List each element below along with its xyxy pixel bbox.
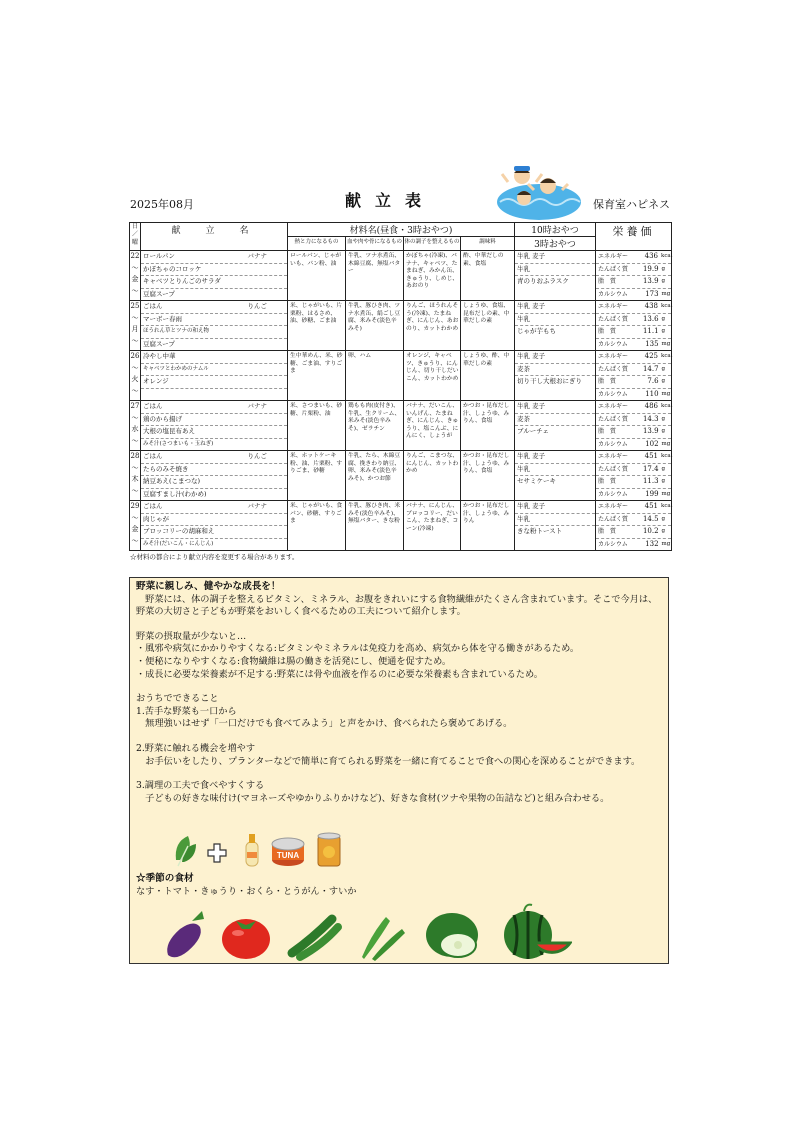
dish-line [141,439,287,451]
nutrition-value: 13.9 [642,277,659,285]
nutrition-unit: kcal [661,403,673,409]
dish-name: ほうれん草とツナの和え物 [143,328,210,334]
nutrition-value: 13.6 [642,314,659,323]
snack-line: きな粉トースト [517,527,563,535]
nutrition-value: 173 [645,289,659,298]
nutrition-value: 451 [644,502,658,510]
nutrition-label: エネルギー [598,253,629,260]
dish-name: ごはん [143,302,163,310]
day-cell [130,401,141,451]
day-label: 27 [130,402,140,410]
snack-line: セサミケーキ [517,477,556,485]
tip-heading: 1.苦手な野菜も一口から [136,705,237,717]
day-cell [130,451,141,501]
nutrition-unit: g [661,528,666,534]
ingredient-cell: バナナ、だいこん、いんげん、たまねぎ、にんじん、きゅうり、塩こんぶ、にんにく、しょうが [404,401,461,451]
day-label: 水 [131,425,139,433]
nutrition-cell [596,451,672,501]
lack-heading: 野菜の摂取量が少ないと… [136,630,247,642]
nutrition-value: 438 [644,302,658,310]
day-label: ～ [131,263,139,272]
nutrition-line [596,539,671,551]
dish-cell [141,251,288,301]
dish-line [141,489,287,501]
dish-cell [141,501,288,551]
protein-food-header: 血や肉や骨になるもの [346,237,404,251]
day-label: ～ [131,413,139,422]
snack-line: じゃが芋もち [517,327,556,335]
snack-cell [515,451,596,501]
nutrition-unit: mg [661,440,671,447]
nutrition-value: 10.2 [642,527,659,535]
snack-line: 牛乳 麦子 [515,451,595,464]
nutrition-label: 脂 質 [598,328,617,335]
nutrition-line [596,301,671,314]
snack-line: 切り干し大根おにぎり [517,377,582,385]
dish-line [141,414,287,427]
day-label: 金 [131,525,139,533]
tomato-icon [222,919,270,959]
day-label: 28 [130,452,140,460]
ingredient-cell: 米、ホットケーキ粉、油、片栗粉、すりごま、砂糖 [288,451,346,501]
nutrition-cell [596,251,672,301]
nutrition-value: 199 [645,489,659,498]
school-name: 保育室ハピネス [593,198,670,211]
ingredient-cell: 鶏もも肉(皮付き)、牛乳、生クリーム、米みそ(淡色辛みそ)、ゼラチン [346,401,404,451]
ingredient-cell: 牛乳、たら、木綿豆腐、挽きわり納豆、卵、米みそ(淡色辛みそ)、かつお節 [346,451,404,501]
tuna-can-icon [272,838,304,866]
nutrition-label: カルシウム [598,390,628,398]
day-label: ～ [131,536,139,545]
nutrition-value: 436 [644,252,658,260]
info-title: 野菜に親しみ、健やかな成長を！ [136,581,281,592]
snack-line: 青のりおふラスク [517,277,569,285]
ingredient-cell: オレンジ、キャベツ、きゅうり、にんじん、切り干しだいこん、カットわかめ [404,351,461,401]
snack-line: 牛乳 麦子 [515,351,595,364]
day-label: 金 [131,275,139,283]
okra-icon [362,917,405,961]
nutrition-label: 脂 質 [598,378,617,385]
menu-day-row [130,401,672,451]
dish-line [141,501,287,514]
snack-line: 麦茶 [515,414,595,427]
nutrition-unit: kcal [661,453,673,459]
ingredient-cell: かつお・昆布だし汁、しょうゆ、みりん、食塩 [461,401,515,451]
page-title: 献立表 [345,191,436,210]
dish-line [141,264,287,277]
nutrition-value: 19.9 [642,264,659,273]
day-label: ～ [131,363,139,372]
nutrition-value: 7.6 [647,377,659,385]
nutrition-value: 11.1 [642,327,659,335]
nutrition-cell [596,501,672,551]
nutrition-value: 17.4 [642,464,659,473]
eggplant-icon [167,911,204,957]
day-label: ～ [131,436,139,445]
watermelon-icon [504,905,570,959]
winter-melon-icon [426,913,478,957]
tip-body: 子どもの好きな味付け(マヨネーズやゆかりふりかけなど)、好きな食材(ツナや果物の缶詰など)と組み合わせる。 [136,792,610,804]
ingredient-cell: 牛乳、豚ひき肉、ツナ水煮缶、絹ごし豆腐、米みそ(淡色辛みそ) [346,301,404,351]
nutrition-cell [596,351,672,401]
info-intro: 野菜には、体の調子を整えるビタミン、ミネラル、お腹をきれいにする食物繊維がたくさん含まれています。そこで今月は、野菜の大切さと子どもが野菜をおいしく食べるための工夫について紹介します。 [136,593,658,618]
ingredient-cell: 酢、中華だしの素、食塩 [461,251,515,301]
dish-name: 豆腐スープ [143,339,175,348]
ingredient-cell: かぼちゃ(冷凍)、バナナ、キャベツ、たまねぎ、みかん缶、きゅうり、しめじ、あおのり [404,251,461,301]
ingredient-cell: 牛乳、ツナ水煮缶、木綿豆腐、無塩バター [346,251,404,301]
nutrition-line [596,389,671,401]
snack-cell [515,401,596,451]
dish-name: みそ汁(だいこん・にんじん) [143,540,214,547]
lack-item: ・成長に必要な栄養素が不足する:野菜には骨や血液を作るのに必要な栄養素も含まれているため。 [136,668,543,680]
snack-line: 麦茶 [515,364,595,377]
dish-line [141,276,287,289]
ingredient-cell: 牛乳、豚ひき肉、米みそ(淡色辛みそ)、無塩バター、きな粉 [346,501,404,551]
lack-item: ・便秘になりやすくなる:食物繊維は腸の働きを活発にし、便通を促すため。 [136,655,452,667]
nutrition-cell [596,301,672,351]
dish-name: 納豆あえ(こまつな) [143,477,201,485]
fruit-name: りんご [247,452,267,460]
nutrition-value: 425 [644,352,658,360]
day-label: 22 [130,252,140,260]
dish-line [141,351,287,364]
dish-line [141,464,287,477]
nutrition-label: カルシウム [598,440,628,448]
dish-name: 肉じゃが [143,514,169,523]
menu-day-row [130,251,672,301]
cucumber-icon [292,919,338,957]
lack-item: ・風邪や病気にかかりやすくなる:ビタミンやミネラルは免疫力を高め、病気から体を守る働きがあるため。 [136,643,580,655]
dish-name: 冷やし中華 [143,352,176,360]
day-label: ～ [131,336,139,345]
snack-line: 牛乳 [515,314,595,327]
dish-line [141,289,287,301]
snack-line: ブルーチェ [517,427,550,435]
plus-icon [208,844,226,862]
svg-text:TUNA: TUNA [276,851,300,860]
menu-day-row [130,501,672,551]
nutrition-line [596,514,671,527]
dish-name: かぼちゃのコロッケ [143,264,202,273]
nutrition-line [596,364,671,377]
nutrition-label: カルシウム [598,340,628,348]
dish-line [141,326,287,339]
nutrition-value: 13.9 [642,427,659,435]
dish-line [141,526,287,539]
nutrition-value: 102 [645,439,659,448]
nutrition-cell [596,401,672,451]
nutrition-label: エネルギー [598,453,629,460]
fruit-name: バナナ [247,252,267,260]
snack-cell [515,351,596,401]
dish-line [141,451,287,464]
nutrition-line [596,401,671,414]
nutrition-unit: g [661,465,666,472]
day-header: 日／曜 [130,223,141,251]
dish-name: 鶏のから揚げ [143,414,182,423]
nutrition-line [596,489,671,501]
ingredient-cell: 卵、ハム [346,351,404,401]
nutrition-label: エネルギー [598,303,629,310]
snack-cell [515,501,596,551]
nutrition-line [596,326,671,339]
dish-name: マーボー春雨 [143,314,182,323]
ingredient-cell: ロールパン、じゃがいも、パン粉、油 [288,251,346,301]
dish-line [141,539,287,551]
snack-line: 牛乳 麦子 [515,301,595,314]
snack-line: 牛乳 麦子 [515,401,595,414]
nutrition-unit: mg [661,490,671,497]
snack-line: 牛乳 麦子 [515,501,595,514]
nutrition-label: カルシウム [598,540,628,548]
nutrition-value: 451 [644,452,658,460]
dish-line [141,301,287,314]
nutrition-unit: g [661,315,666,322]
nutrition-unit: g [661,278,666,284]
day-cell [130,501,141,551]
dish-line [141,251,287,264]
dish-name: ロールパン [143,252,175,260]
nutrition-value: 11.3 [642,477,659,485]
day-label: 火 [131,375,139,383]
nutrition-line [596,376,671,389]
nutrition-label: たんぱく質 [598,515,629,523]
tip-body: 無理強いはせず「一口だけでも食べてみよう」と声をかけ、食べられたら褒めてあげる。 [136,718,513,730]
menu-month: 2025年08月 [130,198,194,211]
nutrition-line [596,276,671,289]
ingredient-cell: 生中華めん、米、砂糖、ごま油、すりごま [288,351,346,401]
snack-line: 牛乳 [515,264,595,277]
ingredient-cell: しょうゆ、酢、中華だしの素 [461,351,515,401]
snack-cell [515,251,596,301]
ingredient-cell: 米、じゃがいも、片栗粉、はるさめ、油、砂糖、ごま油 [288,301,346,351]
nutrition-unit: mg [661,540,671,547]
nutrition-label: たんぱく質 [598,465,629,473]
dish-line [141,514,287,527]
menu-change-note: ☆材料の都合により献立内容を変更する場合があります。 [130,553,299,561]
nutrition-line [596,476,671,489]
nutrition-value: 14.3 [642,414,659,423]
dish-line [141,389,287,401]
day-label: ～ [131,463,139,472]
dish-cell [141,301,288,351]
dish-name: ごはん [143,502,163,510]
ingredient-cell: りんご、こまつな、にんじん、カットわかめ [404,451,461,501]
nutrition-unit: g [661,328,666,334]
menu-day-row [130,351,672,401]
day-label: ～ [131,486,139,495]
nutrition-value: 132 [645,539,659,548]
swimming-kids-illustration [494,160,584,222]
nutrition-unit: g [661,478,666,484]
day-label: 26 [130,352,140,360]
nutrition-unit: g [661,378,666,384]
food-combo-illustration [170,830,370,870]
season-list: なす・トマト・きゅうり・おくら・とうがん・すいか [136,885,357,897]
nutrition-label: 脂 質 [598,278,617,285]
spinach-icon [176,836,196,866]
menu-table [129,222,672,551]
snack2-header: 3時おやつ [515,237,596,251]
dish-name: ごはん [143,452,163,460]
tip-heading: 2.野菜に触れる機会を増やす [136,742,256,754]
seasoning-header: 調味料 [461,237,515,251]
nutrition-info-box [129,577,669,964]
ingredient-cell: 米、さつまいも、砂糖、片栗粉、油 [288,401,346,451]
nutrition-unit: g [661,265,666,272]
snack-cell [515,301,596,351]
fruit-name: バナナ [247,402,267,410]
dish-name: ごはん [143,402,163,410]
menu-day-row [130,451,672,501]
dish-name: キャベツとりんごのサラダ [143,277,221,285]
nutrition-label: エネルギー [598,503,629,510]
day-label: 25 [130,302,140,310]
dish-name: 豆腐すまし汁(わかめ) [143,489,207,498]
nutrition-line [596,501,671,514]
day-label: 木 [131,475,139,483]
day-label: ～ [131,386,139,395]
nutrition-line [596,339,671,351]
day-label: ～ [131,313,139,322]
tip-body: お手伝いをしたり、プランターなどで簡単に育てられる野菜を一緒に育てることで食への関心を深めることができます。 [136,755,641,767]
dish-line [141,476,287,489]
dish-name: みそ汁(さつまいも・玉ねぎ) [143,440,214,447]
dish-name: 大根の塩昆布あえ [143,427,195,435]
dish-cell [141,401,288,451]
dish-line [141,314,287,327]
day-cell [130,351,141,401]
nutrition-line [596,251,671,264]
nutrition-line [596,289,671,301]
nutrition-label: 脂 質 [598,528,617,535]
dish-header: 献 立 名 [141,223,288,251]
nutrition-unit: g [661,365,666,372]
dish-line [141,426,287,439]
energy-food-header: 熱と力になるもの [288,237,346,251]
mayonnaise-icon [246,834,258,866]
dish-name: オレンジ [143,377,169,385]
dish-name: ブロッコリーの胡麻和え [143,527,215,535]
nutrition-line [596,526,671,539]
menu-day-row [130,301,672,351]
nutrition-label: たんぱく質 [598,315,629,323]
day-label: 月 [131,325,139,333]
nutrition-value: 110 [645,389,659,398]
nutrition-value: 135 [645,339,659,348]
nutrition-label: たんぱく質 [598,365,629,373]
snack-header: 10時おやつ [515,223,596,237]
nutrition-unit: kcal [661,503,673,509]
nutrition-line [596,314,671,327]
nutrition-unit: g [661,415,666,422]
home-heading: おうちでできること [136,693,219,705]
season-heading: ☆季節の食材 [136,873,194,885]
regulating-food-header: 体の調子を整えるもの [404,237,461,251]
nutrition-label: たんぱく質 [598,415,629,423]
nutrition-label: 脂 質 [598,478,617,485]
dish-cell [141,351,288,401]
ingredient-cell: かつお・昆布だし汁、しょうゆ、みりん [461,501,515,551]
nutrition-value: 14.7 [642,364,659,373]
nutrition-label: たんぱく質 [598,265,629,273]
nutrition-unit: mg [661,340,671,347]
nutrition-label: 脂 質 [598,428,617,435]
snack-line: 牛乳 [515,464,595,477]
nutrition-value: 14.5 [642,514,659,523]
nutrition-label: カルシウム [598,290,628,298]
dish-line [141,339,287,351]
dish-line [141,401,287,414]
seasonal-vegetables-illustration [162,903,572,963]
dish-cell [141,451,288,501]
nutrition-line [596,451,671,464]
day-cell [130,251,141,301]
ingredient-cell: かつお・昆布だし汁、しょうゆ、みりん、食塩 [461,451,515,501]
nutrition-header: 栄養価 [596,223,672,251]
nutrition-unit: kcal [661,253,673,259]
fruit-name: りんご [247,302,267,310]
snack-line: 牛乳 麦子 [515,251,595,264]
dish-name: キャベツとわかめのナムル [143,365,209,372]
nutrition-line [596,414,671,427]
nutrition-label: エネルギー [598,403,629,410]
nutrition-line [596,264,671,277]
fruit-name: バナナ [247,502,267,510]
tip-heading: 3.調理の工夫で食べやすくする [136,780,265,792]
day-cell [130,301,141,351]
day-label: ～ [131,513,139,522]
nutrition-line [596,351,671,364]
snack-line: 牛乳 [515,514,595,527]
nutrition-line [596,464,671,477]
day-label: 29 [130,502,140,510]
nutrition-unit: mg [661,390,671,397]
ingredient-cell: しょうゆ、食塩、昆布だしの素、中華だしの素 [461,301,515,351]
nutrition-unit: kcal [661,303,673,309]
ingredient-cell: りんご、ほうれんそう(冷凍)、たまねぎ、にんじん、あおのり、カットわかめ [404,301,461,351]
nutrition-unit: g [661,515,666,522]
dish-line [141,364,287,377]
nutrition-label: エネルギー [598,353,629,360]
nutrition-line [596,439,671,451]
nutrition-unit: mg [661,290,671,297]
dish-name: たらのみそ焼き [143,464,189,473]
nutrition-unit: g [661,428,666,434]
dish-line [141,376,287,389]
ingredient-cell: バナナ、にんじん、ブロッコリー、だいこん、たまねぎ、コーン(冷凍) [404,501,461,551]
nutrition-unit: kcal [661,353,673,359]
fruit-can-icon [318,833,340,866]
ingredients-header: 材料名(昼食・3時おやつ) [288,223,515,237]
ingredient-cell: 米、じゃがいも、食パン、砂糖、すりごま [288,501,346,551]
nutrition-label: カルシウム [598,490,628,498]
day-label: ～ [131,286,139,295]
nutrition-value: 486 [644,402,658,410]
nutrition-line [596,426,671,439]
dish-name: 豆腐スープ [143,289,175,298]
